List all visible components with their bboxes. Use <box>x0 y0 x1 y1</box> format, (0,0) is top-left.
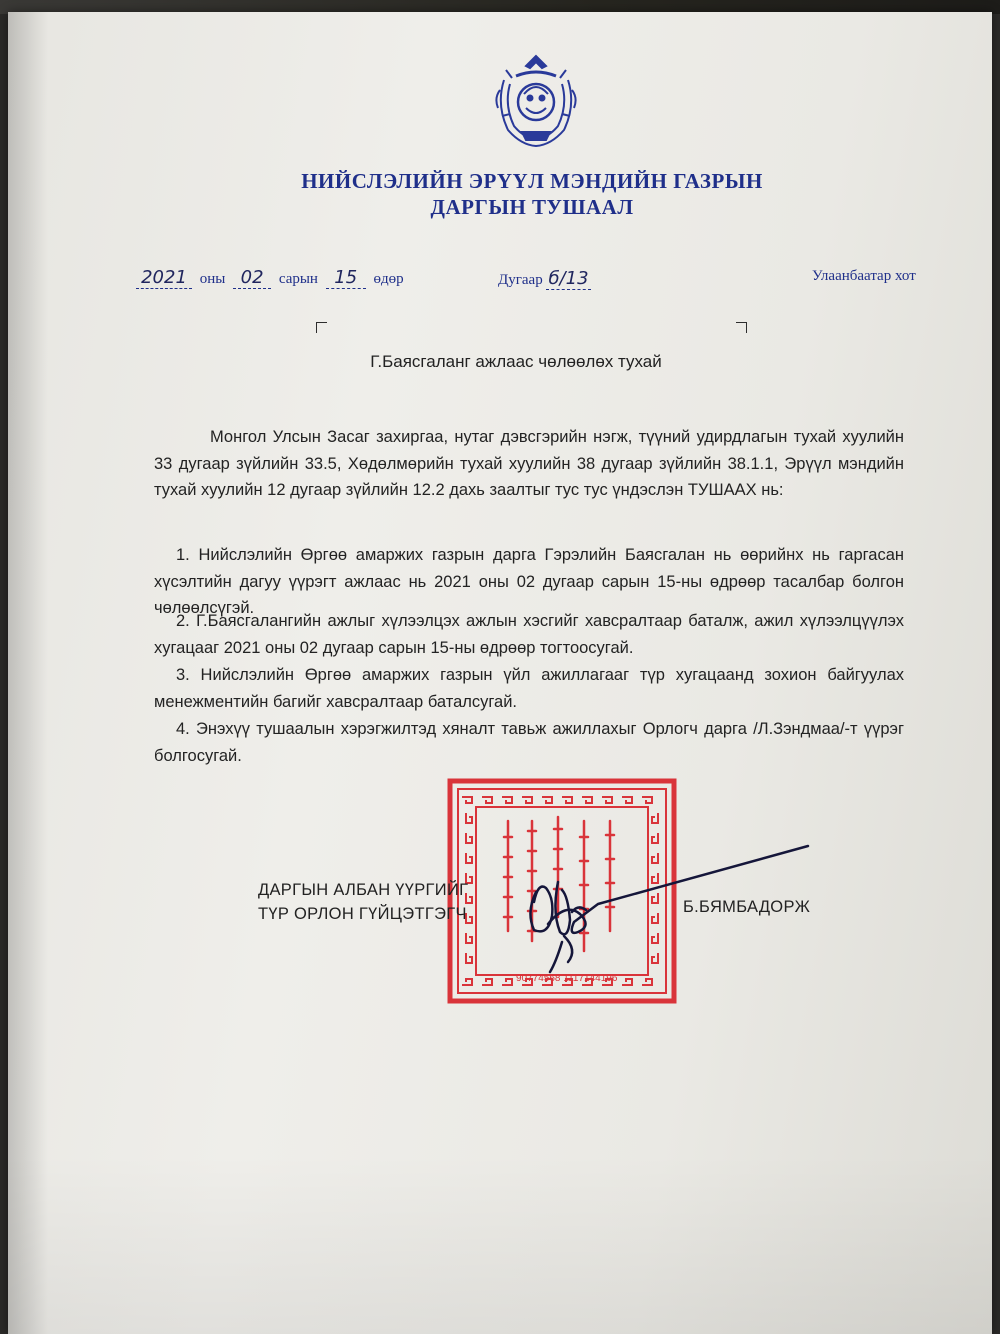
date-year: 2021 <box>136 268 192 289</box>
stamp-number: 90774568 1117144196 <box>516 973 618 984</box>
intro-paragraph: Монгол Улсын Засаг захиргаа, нутаг дэвсгэрийн нэгж, түүний удирдлагын тухай хуулийн 33 дугаар зүйлийн 33.5, Хөдөлмөрийн тухай хуулийн 38 дугаар зүйлийн 38.1.1, Эрүүл мэндийн тухай хуулийн 12 дугаар зүйлийн 12.2 дахь заалтыг тус тус үндэслэн ТУШААХ нь: <box>154 428 904 499</box>
document-heading-line2: ДАРГЫН ТУШААЛ <box>430 195 634 219</box>
signatory-title-line2: ТҮР ОРЛОН ГҮЙЦЭТГЭГЧ <box>258 905 467 923</box>
date-day-label: өдөр <box>373 271 404 287</box>
date-month-label: сарын <box>278 271 318 287</box>
signatory-title-line1: ДАРГЫН АЛБАН ҮҮРГИЙГ <box>258 881 469 899</box>
order-item-2: 2. Г.Баясгалангийн ажлыг хүлээлцэх ажлын хэсгийг хавсралтаар баталж, ажил хүлээлцүүлэх хугацааг 2021 оны 02 дугаар сарын 15-ны өдрөөр тогтоосугай. <box>154 612 904 657</box>
order-number-line <box>498 268 591 290</box>
order-number: б/13 <box>548 268 589 289</box>
date-month: 02 <box>233 268 271 289</box>
document-subject: Г.Баясгаланг ажлаас чөлөөлөх тухай <box>370 352 662 371</box>
city-label: Улаанбаатар хот <box>812 268 916 284</box>
page-shadow-bottom <box>8 1154 992 1334</box>
subject-bracket-left <box>316 322 327 333</box>
date-year-label: оны <box>199 271 226 287</box>
date-day: 15 <box>326 268 366 289</box>
signatory-name: Б.БЯМБАДОРЖ <box>683 898 811 916</box>
order-item-4: 4. Энэхүү тушаалын хэрэгжилтэд хяналт тавьж ажиллахыг Орлогч дарга /Л.Зэндмаа/-т үүрэг болгосугай. <box>154 720 904 765</box>
date-line <box>136 268 408 289</box>
order-item-1: 1. Нийслэлийн Өргөө амаржих газрын дарга Гэрэлийн Баясгалан нь өөрийнх нь гаргасан хүсэлтийн дагуу үүрэгт ажлаас нь 2021 оны 02 дугаар сарын 15-ны өдрөөр тасалбар болгон чөлөөлсүгэй. <box>154 546 904 617</box>
order-item-3: 3. Нийслэлийн Өргөө амаржих газрын үйл ажиллагааг түр хугацаанд зохион байгуулах менежментийн багийг хавсралтаар баталсугай. <box>154 666 904 711</box>
document-heading-line1: НИЙСЛЭЛИЙН ЭРҮҮЛ МЭНДИЙН ГАЗРЫН <box>301 169 763 193</box>
subject-bracket-right <box>736 322 747 333</box>
state-emblem-icon <box>486 50 586 150</box>
order-number-label: Дугаар <box>498 272 543 288</box>
document-page <box>8 12 992 1334</box>
